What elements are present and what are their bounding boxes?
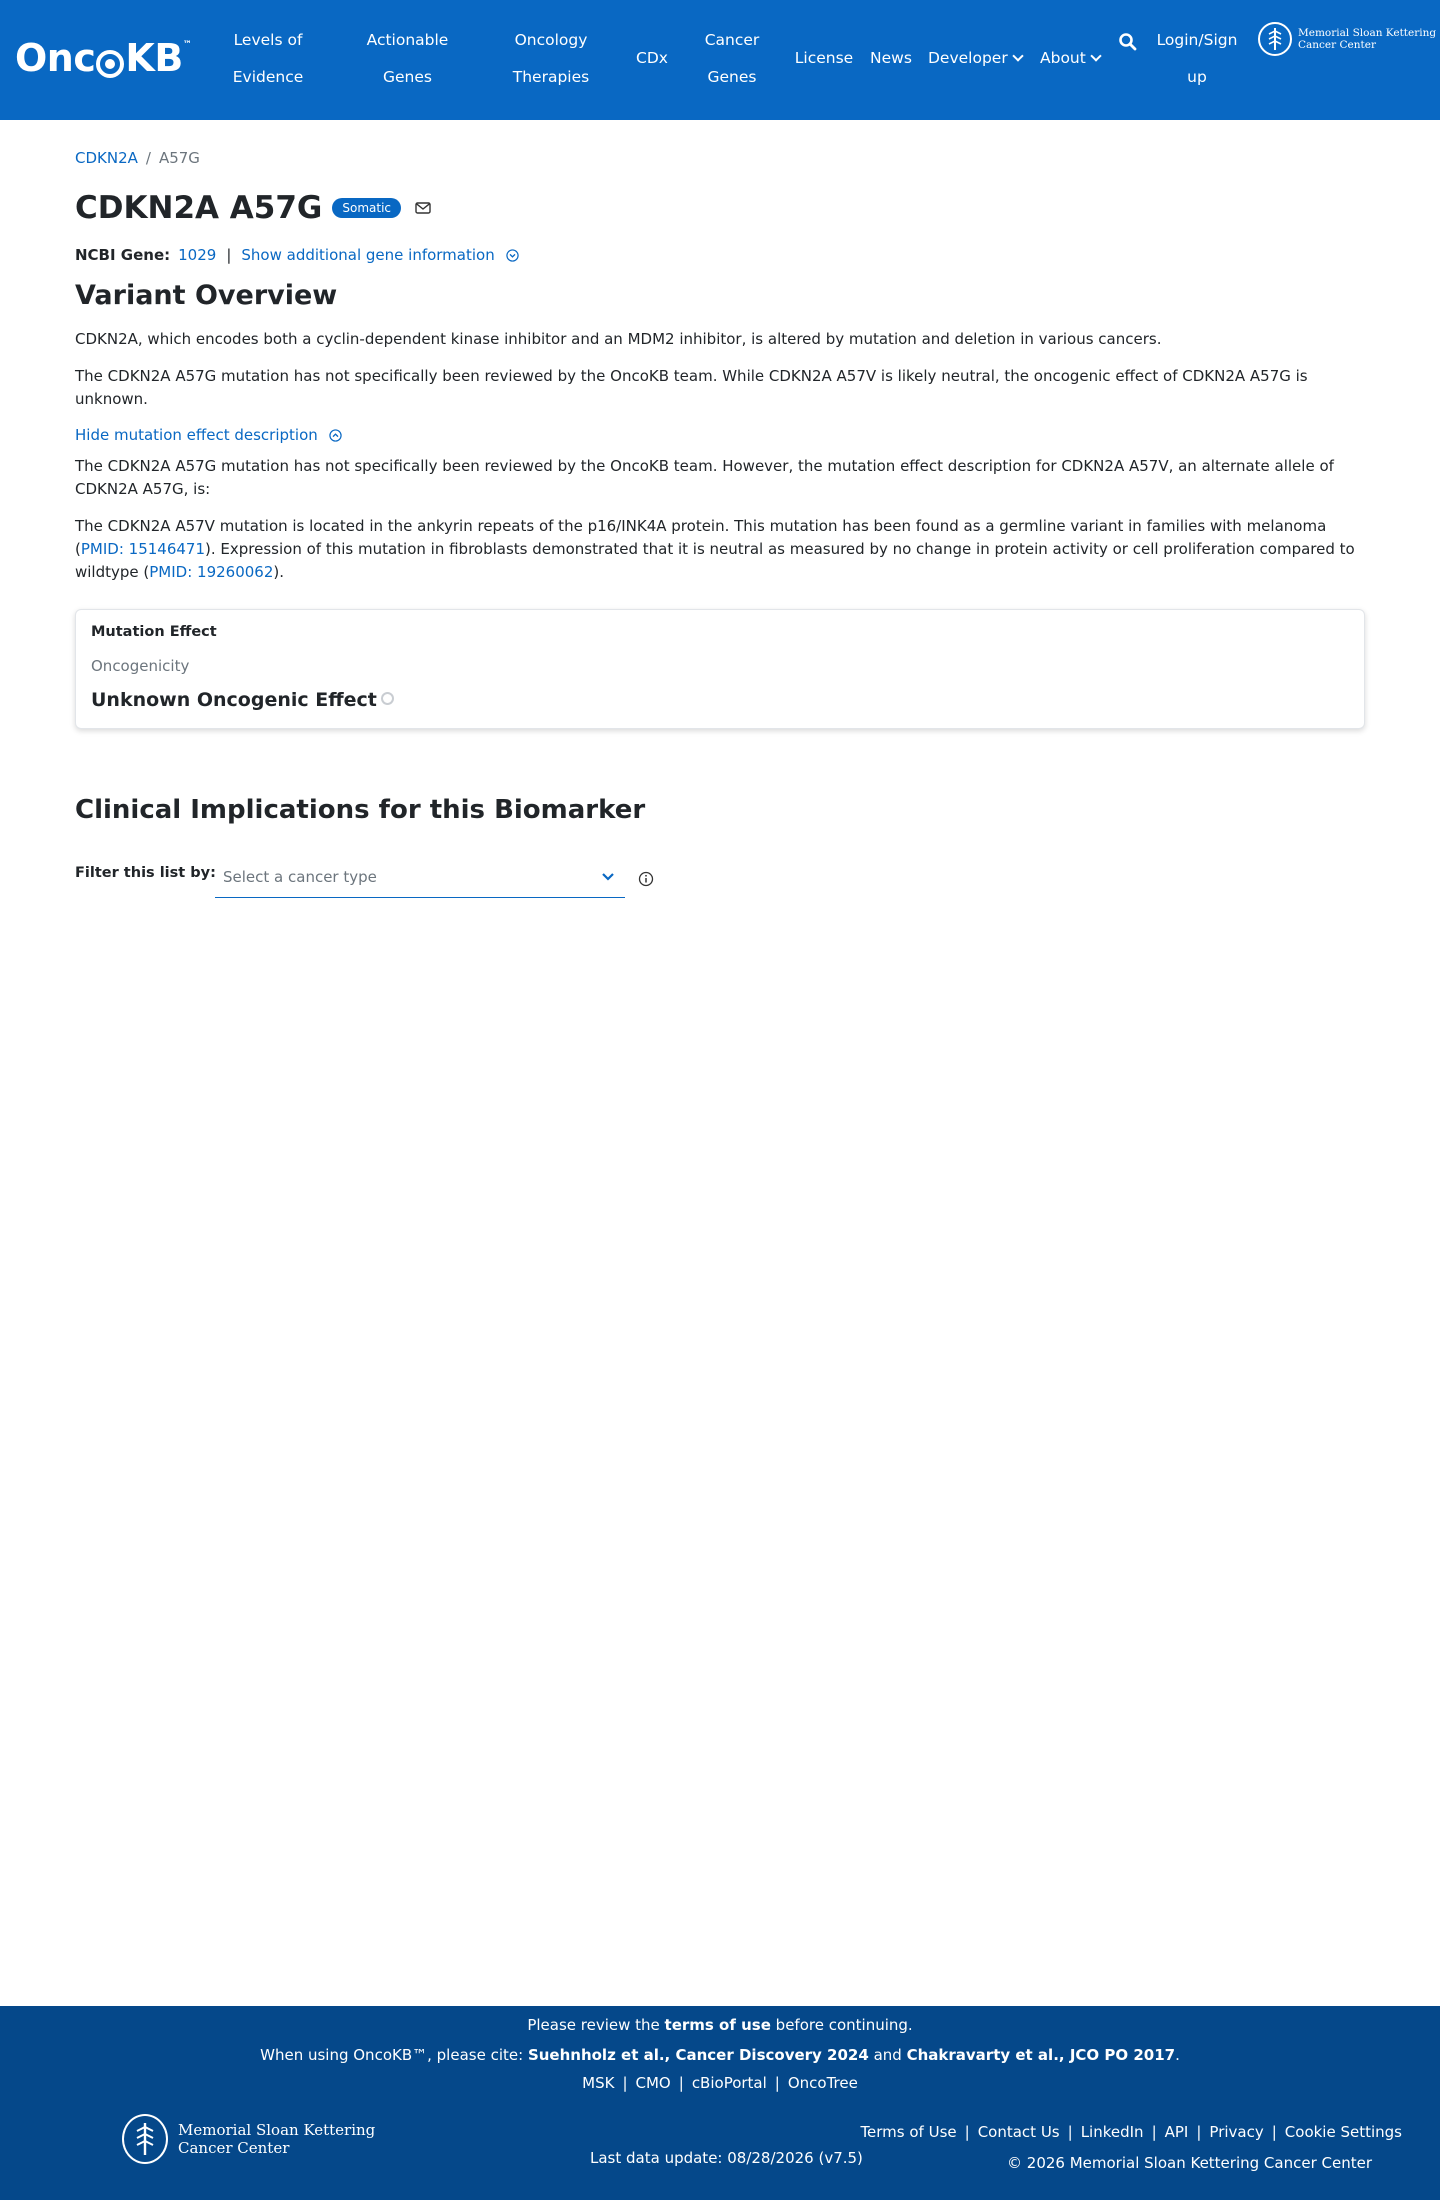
chevron-down-icon bbox=[1012, 50, 1023, 61]
search-icon[interactable] bbox=[1118, 32, 1138, 52]
copyright: © 2026 Memorial Sloan Kettering Cancer Center bbox=[1007, 2154, 1372, 2172]
oncogenicity-circle-icon[interactable] bbox=[381, 692, 394, 705]
hide-mutation-effect-toggle[interactable]: Hide mutation effect description bbox=[75, 426, 342, 444]
somatic-badge: Somatic bbox=[332, 198, 401, 218]
variant-review-note: The CDKN2A A57G mutation has not specifically been reviewed by the OncoKB team. While CDKN2A A57V is likely neutral, the oncogenic effect of CDKN2A A57G is unknown. bbox=[75, 367, 1308, 408]
nav-cdx[interactable]: CDx bbox=[636, 49, 668, 67]
nav-license[interactable]: License bbox=[794, 49, 854, 67]
filter-label: Filter this list by: bbox=[75, 865, 216, 881]
nav-levels-of-evidence[interactable]: Levels of Evidence bbox=[232, 31, 304, 86]
footer-link-cbioportal[interactable]: cBioPortal bbox=[691, 2074, 767, 2092]
msk-header-logo[interactable]: Memorial Sloan Kettering Cancer Center bbox=[1258, 22, 1436, 56]
citation-notice: When using OncoKB™, please cite: Suehnholz et al., Cancer Discovery 2024 and Chakravarty et al., JCO PO 2017. bbox=[260, 2046, 1180, 2064]
pmid-link-1[interactable]: PMID: 15146471 bbox=[80, 540, 206, 558]
msk-seal-icon bbox=[1258, 22, 1292, 56]
terms-of-use-link[interactable]: terms of use bbox=[664, 2016, 771, 2034]
chevron-circle-down-icon bbox=[506, 249, 519, 262]
top-navbar bbox=[0, 0, 1440, 120]
nav-about-dropdown[interactable]: About bbox=[1040, 40, 1100, 77]
chevron-down-icon bbox=[1090, 50, 1101, 61]
nav-cancer-genes[interactable]: Cancer Genes bbox=[704, 31, 760, 86]
citation-link-2[interactable]: Chakravarty et al., JCO PO 2017 bbox=[906, 2046, 1176, 2064]
footer-privacy-link[interactable]: Privacy bbox=[1209, 2123, 1264, 2141]
cancer-type-placeholder: Select a cancer type bbox=[223, 868, 377, 886]
footer-legal-links: Terms of Use | Contact Us | LinkedIn | API | Privacy | Cookie Settings bbox=[860, 2123, 1402, 2141]
mutation-effect-description: The CDKN2A A57V mutation is located in the ankyrin repeats of the p16/INK4A protein. This mutation has been found as a germline variant in families with melanoma (PMID: 15146471). Expression of this mutation in fibroblasts demonstrated that it is neutral as measured by no change in protein activity or cell proliferation compared to wildtype (PMID: 19260062). bbox=[75, 517, 1355, 581]
gene-summary: CDKN2A, which encodes both a cyclin-dependent kinase inhibitor and an MDM2 inhibitor, is altered by mutation and deletion in various cancers. bbox=[75, 330, 1162, 348]
target-icon bbox=[96, 50, 124, 78]
cancer-type-select[interactable] bbox=[215, 860, 625, 898]
nav-actionable-genes[interactable]: Actionable Genes bbox=[366, 31, 449, 86]
show-gene-info-toggle[interactable]: Show additional gene information bbox=[241, 246, 518, 264]
pmid-link-2[interactable]: PMID: 19260062 bbox=[149, 563, 274, 581]
page-footer bbox=[0, 2006, 1440, 2200]
ncbi-gene-row: NCBI Gene: 1029 | Show additional gene information bbox=[75, 246, 519, 264]
footer-cookie-settings-link[interactable]: Cookie Settings bbox=[1284, 2123, 1402, 2141]
terms-notice: Please review the terms of use before continuing. bbox=[527, 2016, 913, 2034]
page-title: CDKN2A A57G bbox=[75, 190, 323, 226]
breadcrumb: CDKN2A / A57G bbox=[75, 149, 200, 167]
oncogenicity-value: Unknown Oncogenic Effect bbox=[91, 689, 394, 711]
mail-icon[interactable] bbox=[415, 202, 431, 214]
breadcrumb-gene-link[interactable]: CDKN2A bbox=[75, 149, 138, 167]
footer-contact-link[interactable]: Contact Us bbox=[977, 2123, 1060, 2141]
nav-oncology-therapies[interactable]: Oncology Therapies bbox=[512, 31, 590, 86]
chevron-circle-up-icon bbox=[329, 429, 342, 442]
oncokb-logo[interactable]: Onc KB ™ bbox=[15, 36, 192, 80]
nav-news[interactable]: News bbox=[870, 49, 912, 67]
clinical-implications-heading: Clinical Implications for this Biomarker bbox=[75, 795, 646, 825]
footer-link-msk[interactable]: MSK bbox=[582, 2074, 615, 2092]
title-row bbox=[75, 190, 431, 226]
ncbi-gene-id-link[interactable]: 1029 bbox=[178, 246, 217, 264]
partner-links: MSK | CMO | cBioPortal | OncoTree bbox=[582, 2074, 858, 2092]
variant-overview-heading: Variant Overview bbox=[75, 280, 338, 311]
ncbi-gene-label: NCBI Gene: bbox=[75, 246, 171, 264]
oncogenicity-label: Oncogenicity bbox=[91, 657, 190, 675]
breadcrumb-current: A57G bbox=[158, 149, 200, 167]
last-data-update: Last data update: 08/28/2026 (v7.5) bbox=[590, 2149, 863, 2167]
footer-api-link[interactable]: API bbox=[1164, 2123, 1189, 2141]
msk-footer-logo[interactable]: Memorial Sloan Kettering Cancer Center bbox=[122, 2114, 375, 2164]
msk-seal-icon bbox=[122, 2114, 168, 2164]
mutation-effect-card bbox=[75, 609, 1365, 729]
alternate-allele-intro: The CDKN2A A57G mutation has not specifically been reviewed by the OncoKB team. However, the mutation effect description for CDKN2A A57V, an alternate allele of CDKN2A A57G, is: bbox=[75, 457, 1334, 498]
footer-linkedin-link[interactable]: LinkedIn bbox=[1080, 2123, 1144, 2141]
info-icon[interactable] bbox=[638, 871, 654, 887]
footer-link-oncotree[interactable]: OncoTree bbox=[787, 2074, 858, 2092]
chevron-down-icon bbox=[601, 872, 615, 882]
nav-login-signup[interactable]: Login/Sign up bbox=[1156, 31, 1238, 86]
nav-developer-dropdown[interactable]: Developer bbox=[928, 40, 1022, 77]
citation-link-1[interactable]: Suehnholz et al., Cancer Discovery 2024 bbox=[527, 2046, 869, 2064]
footer-terms-link[interactable]: Terms of Use bbox=[860, 2123, 957, 2141]
mutation-effect-header: Mutation Effect bbox=[91, 624, 217, 640]
footer-link-cmo[interactable]: CMO bbox=[635, 2074, 671, 2092]
